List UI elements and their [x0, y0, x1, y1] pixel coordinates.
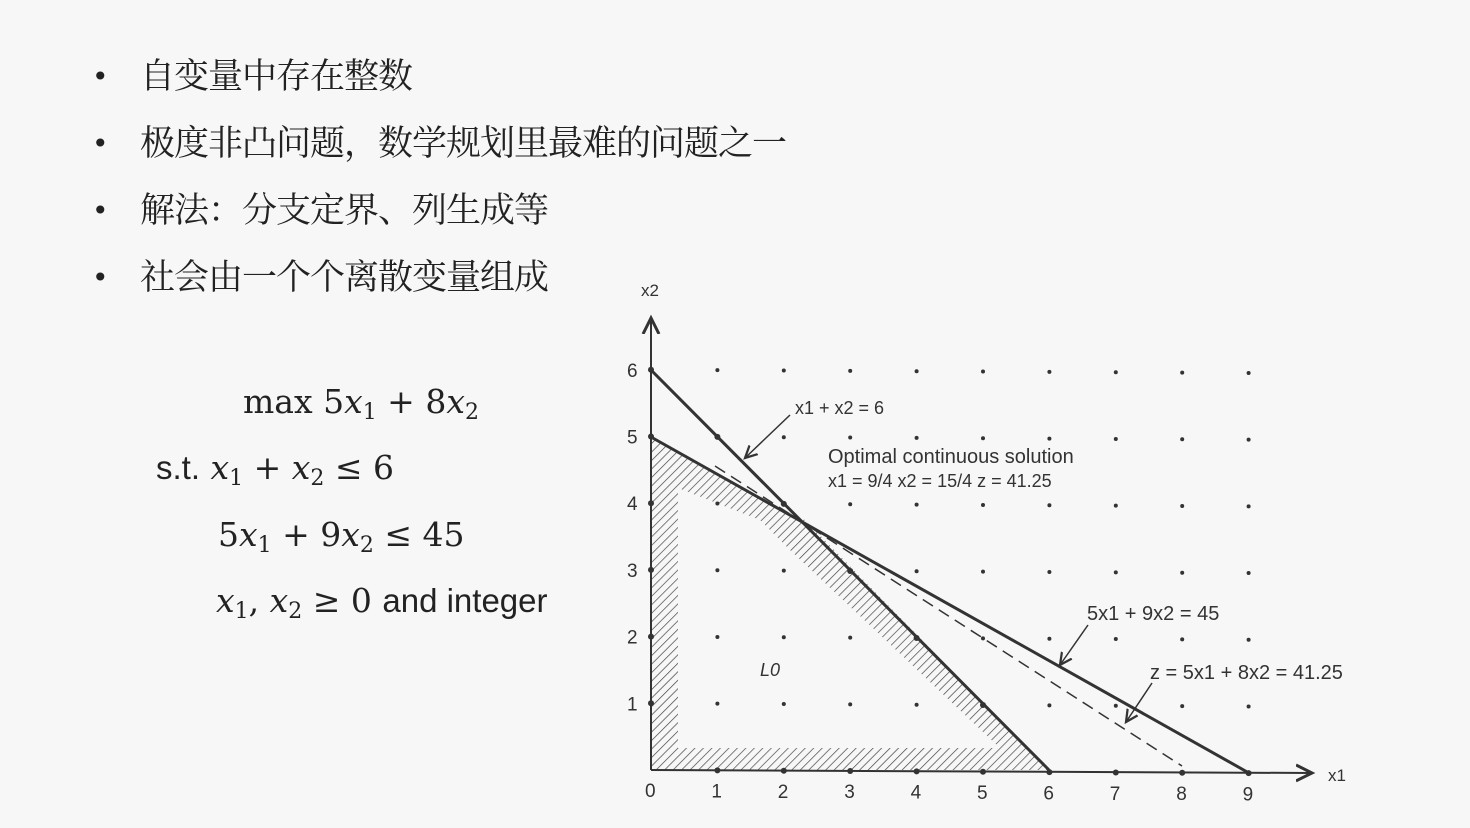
lattice-point	[1247, 438, 1251, 442]
lattice-point	[648, 567, 654, 573]
lattice-point	[782, 635, 786, 639]
lattice-point	[1180, 571, 1184, 575]
lattice-point	[1247, 504, 1251, 508]
optimal-values: x1 = 9/4 x2 = 15/4 z = 41.25	[828, 471, 1052, 491]
lattice-point	[1047, 703, 1051, 707]
objective-prefix: max 5	[243, 382, 345, 421]
c2-rhs: 45	[422, 515, 465, 554]
lattice-point	[714, 767, 720, 773]
bullet-text: 极度非凸问题，数学规划里最难的问题之一	[140, 124, 787, 164]
lattice-point	[1179, 770, 1185, 776]
y-tick-labels	[627, 361, 638, 716]
lattice-point	[1047, 437, 1051, 441]
constraint-line-2: $5x_1 + 9x_2 \le 45$	[218, 515, 465, 558]
x-tick-label: 1	[711, 781, 722, 803]
lattice-point	[1180, 371, 1184, 375]
lattice-point	[1047, 637, 1051, 641]
bullet-text: 自变量中存在整数	[140, 57, 413, 97]
x-tick-label: 4	[910, 782, 922, 804]
lattice-point	[848, 436, 852, 440]
x-tick-label: 7	[1109, 783, 1121, 805]
x-tick-label: 9	[1242, 784, 1254, 806]
lattice-point	[1114, 637, 1118, 641]
lattice-point	[981, 436, 985, 440]
lattice-point	[1180, 704, 1184, 708]
lattice-point	[1247, 638, 1251, 642]
lattice-point	[1114, 570, 1118, 574]
lattice-point	[1113, 769, 1119, 775]
lattice-point	[648, 700, 654, 706]
c1-label: x1 + x2 = 6	[795, 398, 885, 418]
x-tick-label: 8	[1176, 784, 1187, 806]
lattice-point	[1114, 437, 1118, 441]
lattice-point	[981, 370, 985, 374]
x-tick-label: 0	[645, 781, 656, 802]
lattice-point	[1247, 571, 1251, 575]
lattice-point	[782, 435, 786, 439]
integer-note: and integer	[382, 582, 548, 619]
bullet-text: 社会由一个个离散变量组成	[140, 258, 549, 298]
lattice-point	[1114, 370, 1118, 374]
lattice-point	[1047, 570, 1051, 574]
y-tick-label: 3	[627, 560, 638, 582]
lattice-point	[782, 369, 786, 373]
lattice-point	[848, 636, 852, 640]
y-tick-label: 6	[627, 360, 638, 382]
c1-rhs: 6	[373, 448, 395, 487]
bullet-dot-icon: •	[92, 127, 108, 160]
lattice-point	[715, 568, 719, 572]
bullet-dot-icon: •	[92, 60, 108, 93]
lattice-point	[915, 436, 919, 440]
lattice-point	[915, 369, 919, 373]
lattice-point	[715, 702, 719, 706]
y-tick-label: 2	[627, 627, 638, 649]
lattice-points	[648, 367, 1252, 776]
x-tick-label: 2	[777, 781, 789, 803]
st-label: s.t.	[156, 449, 201, 486]
constraint-line-1: s.t. $x_1 + x_2 \le 6$	[156, 448, 395, 491]
constraint-line-3: $x_1$, $x_2 \ge 0$ and integer	[216, 581, 548, 624]
lattice-point	[1247, 704, 1251, 708]
obj-label: z = 5x1 + 8x2 = 41.25	[1150, 662, 1343, 684]
lattice-point	[1180, 504, 1184, 508]
x-tick-label: 6	[1043, 783, 1054, 805]
lattice-point	[981, 570, 985, 574]
lattice-point	[847, 768, 853, 774]
lattice-point	[648, 500, 654, 506]
x-tick-labels	[645, 781, 1253, 806]
lattice-point	[715, 368, 719, 372]
lattice-point	[715, 502, 719, 506]
c2-label: 5x1 + 9x2 = 45	[1087, 603, 1220, 625]
lattice-point	[915, 503, 919, 507]
lattice-point	[1180, 637, 1184, 641]
lattice-point	[980, 769, 986, 775]
lattice-point	[848, 502, 852, 506]
y-tick-label: 5	[627, 427, 638, 449]
objective-line: $\max 5x_1 + 8x_2$	[243, 382, 479, 425]
lattice-point	[782, 569, 786, 573]
lattice-point	[915, 703, 919, 707]
lattice-point	[1047, 503, 1051, 507]
x-tick-label: 3	[844, 782, 855, 804]
lattice-point	[648, 634, 654, 640]
lattice-point	[782, 702, 786, 706]
region-label: L0	[760, 660, 781, 680]
lattice-point	[915, 569, 919, 573]
lattice-point	[1114, 504, 1118, 508]
x-tick-label: 5	[977, 783, 988, 804]
bullet-dot-icon: •	[92, 194, 108, 227]
lattice-point	[715, 635, 719, 639]
lattice-point	[981, 636, 985, 640]
lattice-point	[981, 503, 985, 507]
lattice-point	[1114, 704, 1118, 708]
c2-label-arrow	[1060, 625, 1088, 665]
bullet-dot-icon: •	[92, 261, 108, 294]
lattice-point	[1180, 437, 1184, 441]
optimal-title: Optimal continuous solution	[828, 446, 1074, 468]
y-tick-label: 1	[627, 694, 638, 716]
lattice-point	[1047, 370, 1051, 374]
y-tick-label: 4	[627, 494, 638, 516]
bullet-text: 解法：分支定界、列生成等	[140, 191, 549, 231]
lattice-point	[848, 702, 852, 706]
constraint-line-x1-plus-x2	[651, 370, 1049, 770]
lattice-point	[914, 768, 920, 774]
lattice-point	[1247, 371, 1251, 375]
lattice-point	[848, 369, 852, 373]
y-axis-label: x2	[641, 281, 659, 300]
lattice-point	[781, 768, 787, 774]
x-axis-label: x1	[1328, 766, 1346, 785]
